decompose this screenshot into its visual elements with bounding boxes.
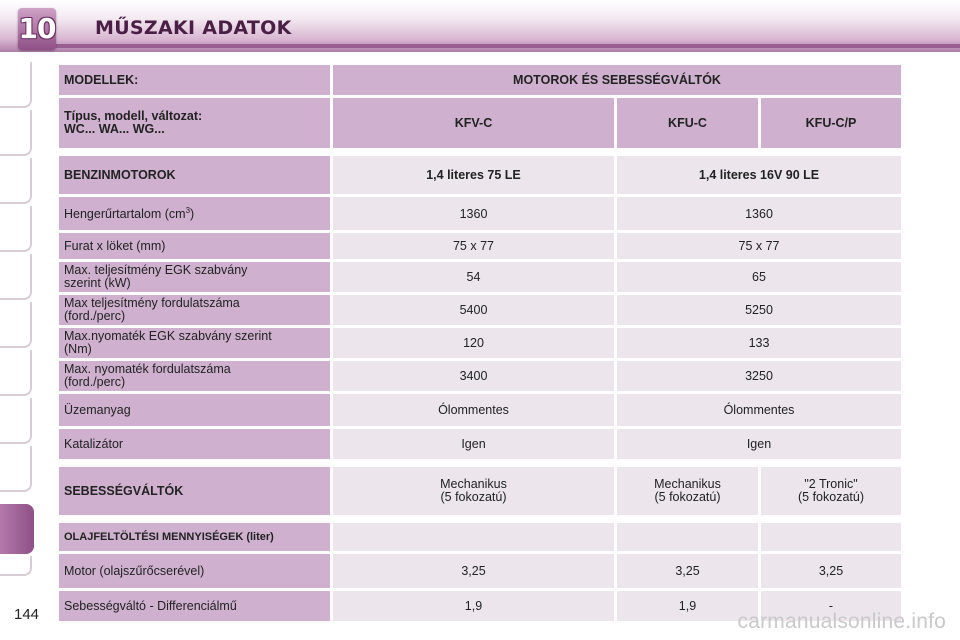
page-title: MŰSZAKI ADATOK: [95, 17, 292, 39]
oil-engine-v3: 3,25: [761, 554, 901, 588]
side-tab-9[interactable]: [0, 446, 32, 492]
oil-header-row: [59, 523, 901, 551]
displacement-sup: 3: [185, 205, 191, 215]
oil-engine-v2: 3,25: [617, 554, 758, 588]
displacement-label-text: Hengerűrtartalom (cm: [64, 207, 186, 222]
type-kfu-c-p: KFU-C/P: [761, 98, 901, 148]
spec-row-v1: 54: [333, 262, 614, 292]
engine-1-label: 1,4 literes 75 LE: [333, 156, 614, 194]
gearbox-1-line1: Mechanikus: [440, 477, 507, 491]
oil-empty-1: [333, 523, 614, 551]
side-tab-6[interactable]: [0, 302, 32, 348]
spec-row: [59, 394, 901, 426]
oil-engine-label: Motor (olajszűrőcserével): [59, 554, 330, 588]
spec-table: [56, 62, 904, 624]
spec-row-v2: 133: [617, 328, 901, 358]
gearbox-1: [333, 467, 614, 515]
oil-empty-2: [617, 523, 758, 551]
spec-row-label: Furat x löket (mm): [59, 233, 330, 259]
spec-row: [59, 328, 901, 358]
side-tab-3[interactable]: [0, 158, 32, 204]
oil-gearbox-v3: -: [761, 591, 901, 621]
spec-row-label: [59, 328, 330, 358]
type-label: [59, 98, 330, 148]
spec-row-label: [59, 262, 330, 292]
engines-gearbox-label: MOTOROK ÉS SEBESSÉGVÁLTÓK: [333, 65, 901, 95]
engine-2-label: 1,4 literes 16V 90 LE: [617, 156, 901, 194]
spec-row-label-line2: (Nm): [64, 342, 92, 356]
side-tab-11[interactable]: [0, 556, 32, 576]
spec-row-label-line1: Max teljesítmény fordulatszáma: [64, 296, 240, 310]
displacement-close: ): [190, 207, 195, 222]
displacement-v2: 1360: [617, 197, 901, 230]
oil-engine-v1: 3,25: [333, 554, 614, 588]
gearbox-label: SEBESSÉGVÁLTÓK: [59, 467, 330, 515]
oil-gearbox-v1: 1,9: [333, 591, 614, 621]
type-kfu-c: KFU-C: [617, 98, 758, 148]
spec-row: [59, 361, 901, 391]
oil-gearbox-v2: 1,9: [617, 591, 758, 621]
spec-row-label: [59, 361, 330, 391]
oil-gearbox-label: Sebességváltó - Differenciálmű: [59, 591, 330, 621]
watermark: carmanualsonline.info: [737, 610, 946, 633]
gearbox-3-line1: "2 Tronic": [804, 477, 858, 491]
displacement-label: [59, 197, 330, 230]
spec-row: [59, 262, 901, 292]
spec-row-v1: Igen: [333, 429, 614, 459]
spec-row: [59, 233, 901, 259]
spec-row-label: [59, 295, 330, 325]
type-label-line2: WC... WA... WG...: [64, 122, 165, 136]
side-tab-active[interactable]: [0, 504, 34, 554]
spec-row-v1: 75 x 77: [333, 233, 614, 259]
oil-empty-3: [761, 523, 901, 551]
spec-row-label-line1: Max.nyomaték EGK szabvány szerint: [64, 329, 272, 343]
spec-row-label-line2: (ford./perc): [64, 375, 126, 389]
gearbox-row: [59, 467, 901, 515]
header-rule: [40, 44, 960, 48]
gearbox-2-line1: Mechanikus: [654, 477, 721, 491]
spec-row-label-line2: szerint (kW): [64, 276, 131, 290]
side-tab-5[interactable]: [0, 254, 32, 300]
spec-row-label-line1: Max. teljesítmény EGK szabvány: [64, 263, 248, 277]
gearbox-3-line2: (5 fokozatú): [798, 490, 865, 504]
spec-row-label-line2: (ford./perc): [64, 309, 126, 323]
type-row: [59, 98, 901, 148]
spec-row-v2: Ólommentes: [617, 394, 901, 426]
displacement-v1: 1360: [333, 197, 614, 230]
spec-row-v2: 5250: [617, 295, 901, 325]
spec-row-v1: 120: [333, 328, 614, 358]
page-number: 144: [14, 606, 40, 623]
side-tab-1[interactable]: [0, 62, 32, 108]
spec-row: [59, 295, 901, 325]
oil-label: OLAJFELTÖLTÉSI MENNYISÉGEK (liter): [59, 523, 330, 551]
chapter-number: 10: [18, 12, 56, 45]
type-kfv-c: KFV-C: [333, 98, 614, 148]
oil-engine-row: [59, 554, 901, 588]
petrol-row: [59, 156, 901, 194]
displacement-row: [59, 197, 901, 230]
spec-row-label: Katalizátor: [59, 429, 330, 459]
spec-row-label: Üzemanyag: [59, 394, 330, 426]
spec-row-v1: Ólommentes: [333, 394, 614, 426]
petrol-label: BENZINMOTOROK: [59, 156, 330, 194]
chapter-badge: [18, 8, 56, 50]
side-tab-2[interactable]: [0, 110, 32, 156]
gearbox-2-line2: (5 fokozatú): [654, 490, 721, 504]
spec-row-v2: Igen: [617, 429, 901, 459]
gearbox-3: [761, 467, 901, 515]
spec-row-label-line1: Max. nyomaték fordulatszáma: [64, 362, 231, 376]
spec-row-v1: 5400: [333, 295, 614, 325]
spec-row-v2: 3250: [617, 361, 901, 391]
side-tab-7[interactable]: [0, 350, 32, 396]
models-label: MODELLEK:: [59, 65, 330, 95]
spec-row-v2: 65: [617, 262, 901, 292]
spec-row-v1: 3400: [333, 361, 614, 391]
spec-row-v2: 75 x 77: [617, 233, 901, 259]
type-label-line1: Típus, modell, változat:: [64, 109, 203, 123]
side-tab-8[interactable]: [0, 398, 32, 444]
gearbox-1-line2: (5 fokozatú): [440, 490, 507, 504]
gearbox-2: [617, 467, 758, 515]
spec-row: [59, 429, 901, 459]
side-tab-4[interactable]: [0, 206, 32, 252]
models-row: [59, 65, 901, 95]
